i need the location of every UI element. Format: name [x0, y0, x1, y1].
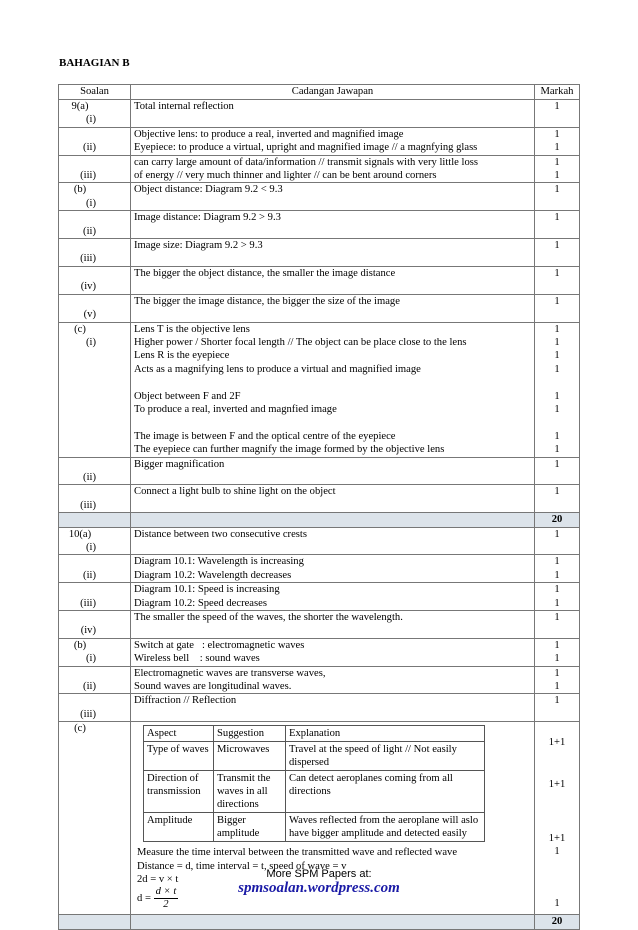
table-row — [59, 211, 580, 239]
header-soalan: Soalan — [59, 85, 131, 100]
section-title: BAHAGIAN B — [59, 57, 130, 69]
answer-line: Lens T is the objective lens — [134, 323, 250, 335]
question-number: (b) — [73, 639, 87, 651]
mark: 1 — [554, 597, 560, 609]
mark: 1 — [554, 653, 560, 665]
mark: 1 — [554, 170, 560, 182]
mark: 1 — [554, 458, 560, 470]
question-part: (iii) — [80, 170, 96, 182]
mark: 1 — [554, 323, 560, 335]
table-row — [59, 127, 580, 155]
answer-line: Sound waves are longitudinal waves. — [134, 681, 292, 693]
mark: 1 — [554, 612, 560, 623]
table-header — [59, 85, 580, 100]
inner-cell: Microwaves — [214, 742, 286, 771]
inner-cell: Waves reflected from the aeroplane will aslo have bigger amplitude and detected easily — [286, 813, 485, 842]
total-row — [59, 513, 580, 527]
total-row — [59, 915, 580, 929]
table-row — [59, 294, 580, 322]
table-row — [59, 555, 580, 583]
answer-line: To produce a real, inverted and magnfied image — [134, 403, 337, 415]
question-number: (c) — [74, 323, 86, 335]
mark: 1 — [554, 695, 560, 707]
question-part: (ii) — [83, 142, 96, 154]
answer-line: Diagram 10.2: Speed decreases — [134, 597, 267, 609]
table-row — [59, 638, 580, 666]
mark: 1 — [554, 556, 560, 568]
footer-text: More SPM Papers at: — [266, 868, 372, 880]
mark: 1 — [554, 142, 560, 154]
answer-line: Diagram 10.1: Wavelength is increasing — [134, 556, 304, 568]
mark: 1 — [554, 528, 560, 540]
question-part: (iii) — [80, 499, 96, 511]
inner-cell: Direction of transmission — [144, 771, 214, 813]
answer-line: The bigger the object distance, the smaller the image distance — [134, 267, 396, 279]
table-row — [59, 527, 580, 555]
answer-line: Total internal reflection — [134, 101, 234, 112]
table-row — [59, 155, 580, 183]
question-number: (c) — [74, 723, 86, 735]
mark: 1 — [554, 212, 560, 224]
answer-line: Image size: Diagram 9.2 > 9.3 — [134, 240, 263, 252]
answer-line: Object distance: Diagram 9.2 < 9.3 — [134, 184, 283, 196]
mark: 1 — [554, 486, 560, 498]
answer-line: Diagram 10.1: Speed is increasing — [134, 584, 280, 596]
inner-cell: Travel at the speed of light // Not easily dispersed — [286, 742, 485, 771]
inner-header: Suggestion — [214, 726, 286, 742]
inner-cell: Transmit the waves in all directions — [214, 771, 286, 813]
mark: 1 — [554, 681, 560, 693]
question-part: (i) — [86, 653, 96, 665]
header-markah: Markah — [535, 85, 580, 100]
mark: 1 — [554, 569, 560, 581]
table-row — [59, 239, 580, 267]
answer-line: can carry large amount of data/information // transmit signals with very little loss — [134, 156, 479, 168]
mark: 1 — [554, 336, 560, 348]
question-part: (iv) — [80, 281, 96, 293]
answer-line: Distance between two consecutive crests — [134, 528, 307, 540]
answer-line: The smaller the speed of the waves, the shorter the wavelength. — [134, 612, 403, 623]
answer-line: The eyepiece can further magnify the image formed by the objective lens — [134, 444, 445, 456]
mark: 1 — [554, 846, 560, 858]
answer-table — [58, 84, 580, 930]
question-part: (ii) — [83, 569, 96, 581]
mark: 1 — [554, 444, 560, 456]
question-part: (v) — [83, 309, 96, 321]
inner-cell: Type of waves — [144, 742, 214, 771]
formula-lhs: d = — [137, 893, 151, 905]
mark: 1+1 — [548, 833, 566, 845]
question-part: (i) — [86, 541, 96, 553]
table-row — [59, 666, 580, 694]
answer-line: Distance = d, time interval = t, speed of wave = v — [137, 860, 347, 872]
question-part: (i) — [86, 197, 96, 209]
mark: 1 — [554, 639, 560, 651]
question-part: (i) — [86, 336, 96, 348]
mark: 1 — [554, 430, 560, 442]
question-number: 10(a) — [68, 528, 92, 540]
answer-line: Connect a light bulb to shine light on the object — [134, 486, 336, 498]
answer-line: Object between F and 2F — [134, 390, 241, 402]
answer-line: The bigger the image distance, the bigger the size of the image — [134, 295, 400, 307]
mark: 1 — [554, 363, 560, 375]
comparison-table — [143, 725, 485, 842]
table-row — [59, 694, 580, 722]
answer-line: Electromagnetic waves are transverse waves, — [134, 667, 326, 679]
mark: 1 — [554, 156, 560, 168]
question-number: 9(a) — [71, 101, 89, 112]
mark: 1 — [554, 898, 560, 910]
answer-line: Objective lens: to produce a real, inverted and magnified image — [134, 128, 404, 140]
question-part: (iii) — [80, 708, 96, 720]
answer-line: Higher power / Shorter focal length // The object can be place close to the lens — [134, 336, 467, 348]
question-part: (iii) — [80, 597, 96, 609]
inner-cell: Can detect aeroplanes coming from all directions — [286, 771, 485, 813]
mark: 1+1 — [548, 737, 566, 749]
answer-line: Bigger magnification — [134, 458, 225, 470]
answer-line: Diffraction // Reflection — [134, 695, 237, 707]
mark: 1 — [554, 584, 560, 596]
mark: 1 — [554, 267, 560, 279]
formula-denominator: 2 — [163, 899, 169, 911]
answer-line: The image is between F and the optical centre of the eyepiece — [134, 430, 396, 442]
mark: 1 — [554, 240, 560, 252]
answer-line: of energy // very much thinner and lighter // can be bent around corners — [134, 170, 437, 182]
answer-line: 2d = v × t — [137, 874, 179, 886]
header-cadangan: Cadangan Jawapan — [131, 85, 535, 100]
mark: 1 — [554, 403, 560, 415]
answer-line: Acts as a magnifying lens to produce a virtual and magnified image — [134, 363, 421, 375]
answer-line: Image distance: Diagram 9.2 > 9.3 — [134, 212, 281, 224]
mark: 1 — [554, 295, 560, 307]
question-part: (iii) — [80, 253, 96, 265]
answer-line: Measure the time interval between the transmitted wave and reflected wave — [137, 847, 458, 859]
question-number: (b) — [73, 184, 87, 196]
inner-header: Explanation — [286, 726, 485, 742]
table-row — [59, 100, 580, 128]
total-mark: 20 — [535, 915, 580, 929]
mark: 1 — [554, 350, 560, 362]
answer-line: Eyepiece: to produce a virtual, upright and magnified image // a magnfying glass — [134, 142, 478, 154]
footer-link[interactable]: spmsoalan.wordpress.com — [238, 880, 400, 896]
mark: 1 — [554, 390, 560, 402]
mark: 1 — [554, 184, 560, 196]
total-mark: 20 — [535, 513, 580, 527]
table-row — [59, 457, 580, 485]
table-row — [59, 485, 580, 513]
answer-line: Switch at gate : electromagnetic waves — [134, 639, 305, 651]
question-part: (ii) — [83, 681, 96, 693]
table-row — [59, 583, 580, 611]
table-row — [59, 183, 580, 211]
mark: 1 — [554, 128, 560, 140]
table-row — [59, 266, 580, 294]
table-row — [59, 611, 580, 639]
answer-line: Wireless bell : sound waves — [134, 653, 260, 665]
mark: 1+1 — [548, 779, 566, 791]
question-part: (ii) — [83, 225, 96, 237]
question-part: (i) — [86, 114, 96, 126]
answer-line: Diagram 10.2: Wavelength decreases — [134, 569, 292, 581]
inner-cell: Amplitude — [144, 813, 214, 842]
inner-cell: Bigger amplitude — [214, 813, 286, 842]
formula-numerator: d × t — [155, 886, 177, 898]
mark: 1 — [554, 667, 560, 679]
question-part: (ii) — [83, 471, 96, 483]
mark: 1 — [554, 101, 560, 112]
answer-line: Lens R is the eyepiece — [134, 350, 230, 362]
inner-header: Aspect — [144, 726, 214, 742]
question-part: (iv) — [80, 625, 96, 637]
table-row — [59, 322, 580, 457]
